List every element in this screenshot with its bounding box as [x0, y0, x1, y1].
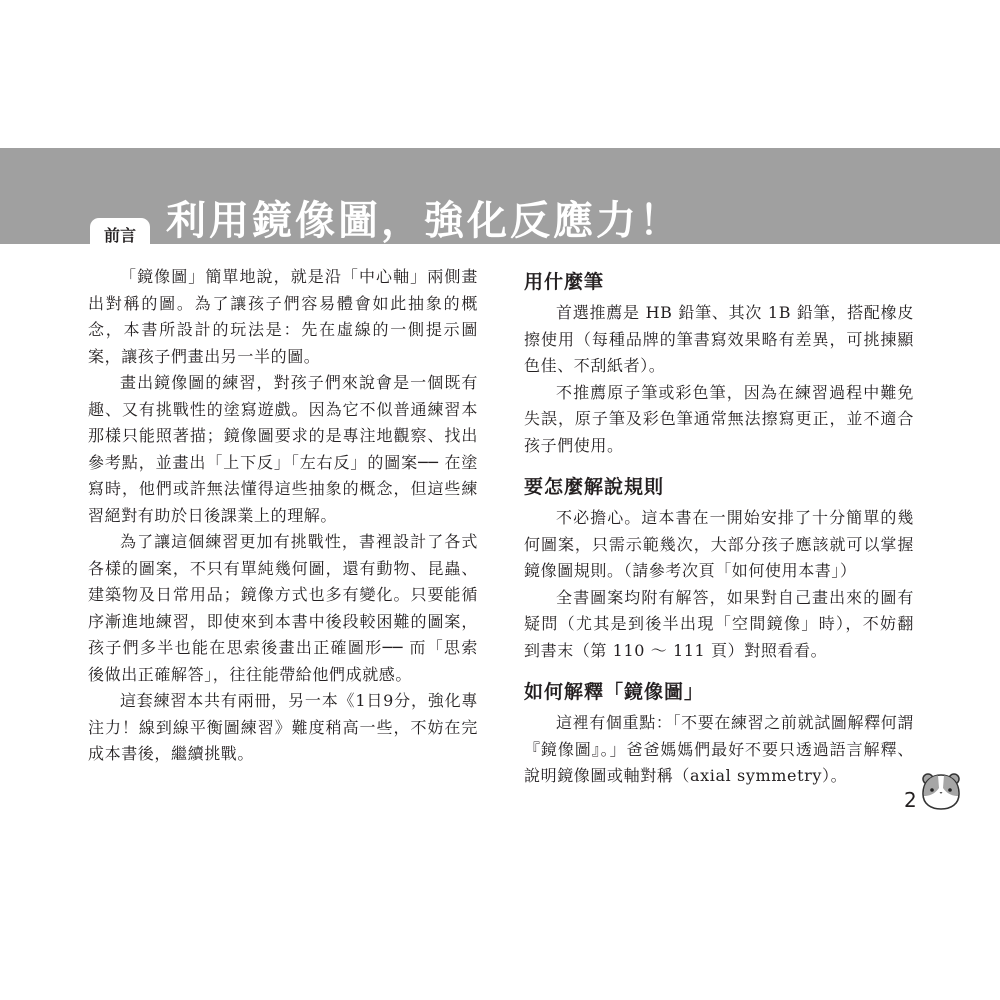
- section-pens: [524, 268, 914, 459]
- paragraph: 不推薦原子筆或彩色筆，因為在練習過程中難免失誤，原子筆及彩色筆通常無法擦寫更正，並不適合孩子們使用。: [524, 382, 914, 455]
- left-column: [88, 264, 478, 768]
- section-tab: 前言: [90, 218, 150, 248]
- hamster-icon: [919, 770, 963, 812]
- section-heading: 如何解釋「鏡像圖」: [524, 681, 705, 703]
- page-number: 2: [904, 788, 917, 812]
- section-rules: [524, 473, 914, 664]
- section-heading: 要怎麼解說規則: [524, 476, 665, 498]
- paragraph: 畫出鏡像圖的練習，對孩子們來說會是一個既有趣、又有挑戰性的塗寫遊戲。因為它不似普通練習本那樣只能照著描；鏡像圖要求的是專注地觀察、找出參考點，並畫出「上下反」「左右反」的圖案── 在塗寫時，他們或許無法懂得這些抽象的概念，但這些練習絕對有助於日後課業上的理解。: [88, 373, 478, 525]
- page-title: 利用鏡像圖，強化反應力！: [166, 197, 682, 244]
- section-heading: 用什麼筆: [524, 271, 605, 293]
- right-column: [524, 268, 914, 804]
- paragraph: 這套練習本共有兩冊，另一本《1日9分，強化專注力！線到線平衡圖練習》難度稍高一些，不妨在完成本書後，繼續挑戰。: [88, 691, 478, 763]
- paragraph: 「鏡像圖」簡單地說，就是沿「中心軸」兩側畫出對稱的圖。為了讓孩子們容易體會如此抽象的概念，本書所設計的玩法是：先在虛線的一側提示圖案，讓孩子們畫出另一半的圖。: [88, 267, 478, 366]
- paragraph: 不必擔心。這本書在一開始安排了十分簡單的幾何圖案，只需示範幾次，大部分孩子應該就可以掌握鏡像圖規則。（請參考次頁「如何使用本書」）: [524, 508, 914, 580]
- paragraph: 首選推薦是 HB 鉛筆、其次 1B 鉛筆，搭配橡皮擦使用（每種品牌的筆書寫效果略有差異，可挑揀顯色佳、不刮紙者）。: [524, 303, 914, 375]
- section-explain: [524, 678, 914, 790]
- paragraph: 全書圖案均附有解答，如果對自己畫出來的圖有疑問（尤其是到後半出現「空間鏡像」時），不妨翻到書末（第 110 ～ 111 頁）對照看看。: [524, 587, 914, 660]
- paragraph: 這裡有個重點：「不要在練習之前就試圖解釋何謂『鏡像圖』。」爸爸媽媽們最好不要只透過語言解釋、說明鏡像圖或軸對稱（axial symmetry）。: [524, 713, 914, 785]
- paragraph: 為了讓這個練習更加有挑戰性，書裡設計了各式各樣的圖案，不只有單純幾何圖，還有動物、昆蟲、建築物及日常用品；鏡像方式也多有變化。只要能循序漸進地練習，即使來到本書中後段較困難的圖案，孩子們多半也能在思索後畫出正確圖形── 而「思索後做出正確解答」，往往能帶給他們成就感。: [88, 532, 478, 684]
